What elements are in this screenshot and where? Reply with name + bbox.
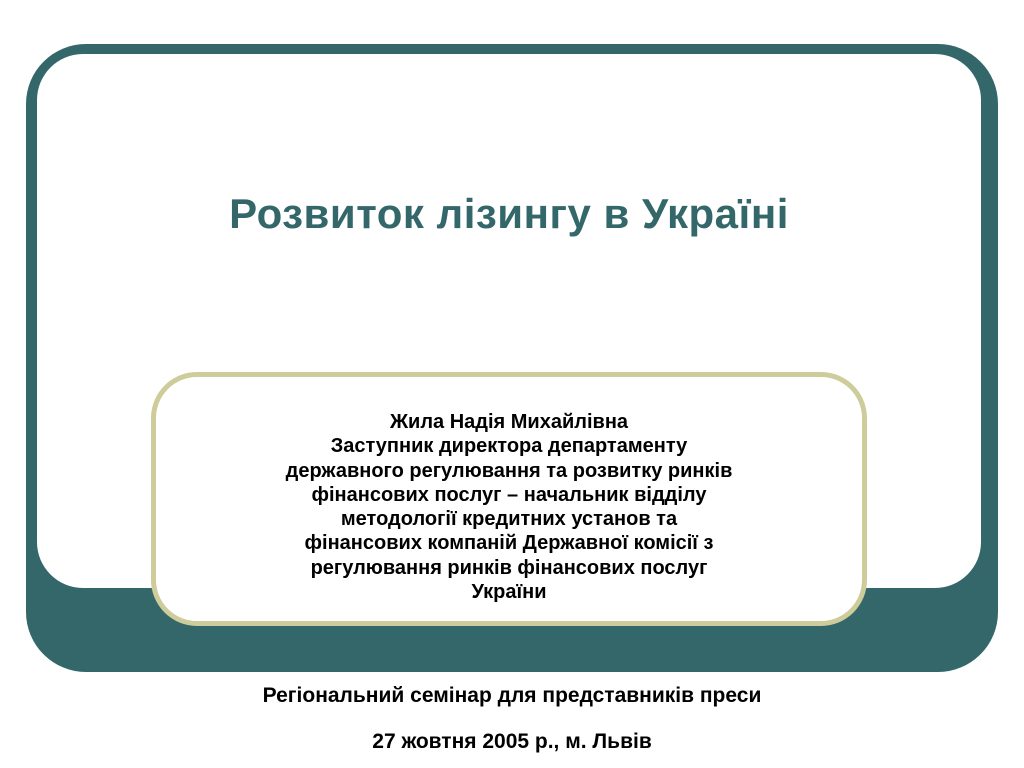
author-position-line: державного регулювання та розвитку ринків (285, 459, 733, 482)
author-position-line: фінансових послуг – начальник відділу (311, 483, 707, 506)
event-date-place: 27 жовтня 2005 р., м. Львів (372, 730, 652, 753)
author-position-line: фінансових компаній Державної комісії з (304, 532, 714, 555)
author-position-line: методології кредитних установ та (340, 508, 678, 531)
author-info (156, 410, 862, 604)
author-position-line: України (471, 581, 547, 604)
author-name: Жила Надія Михайлівна (389, 411, 629, 433)
slide-title: Розвиток лізингу в Україні (229, 190, 789, 237)
author-box (151, 372, 867, 626)
author-position-line: Заступник директора департаменту (330, 435, 688, 458)
event-name: Регіональний семінар для представників преси (262, 684, 762, 707)
author-position-line: регулювання ринків фінансових послуг (310, 556, 708, 579)
